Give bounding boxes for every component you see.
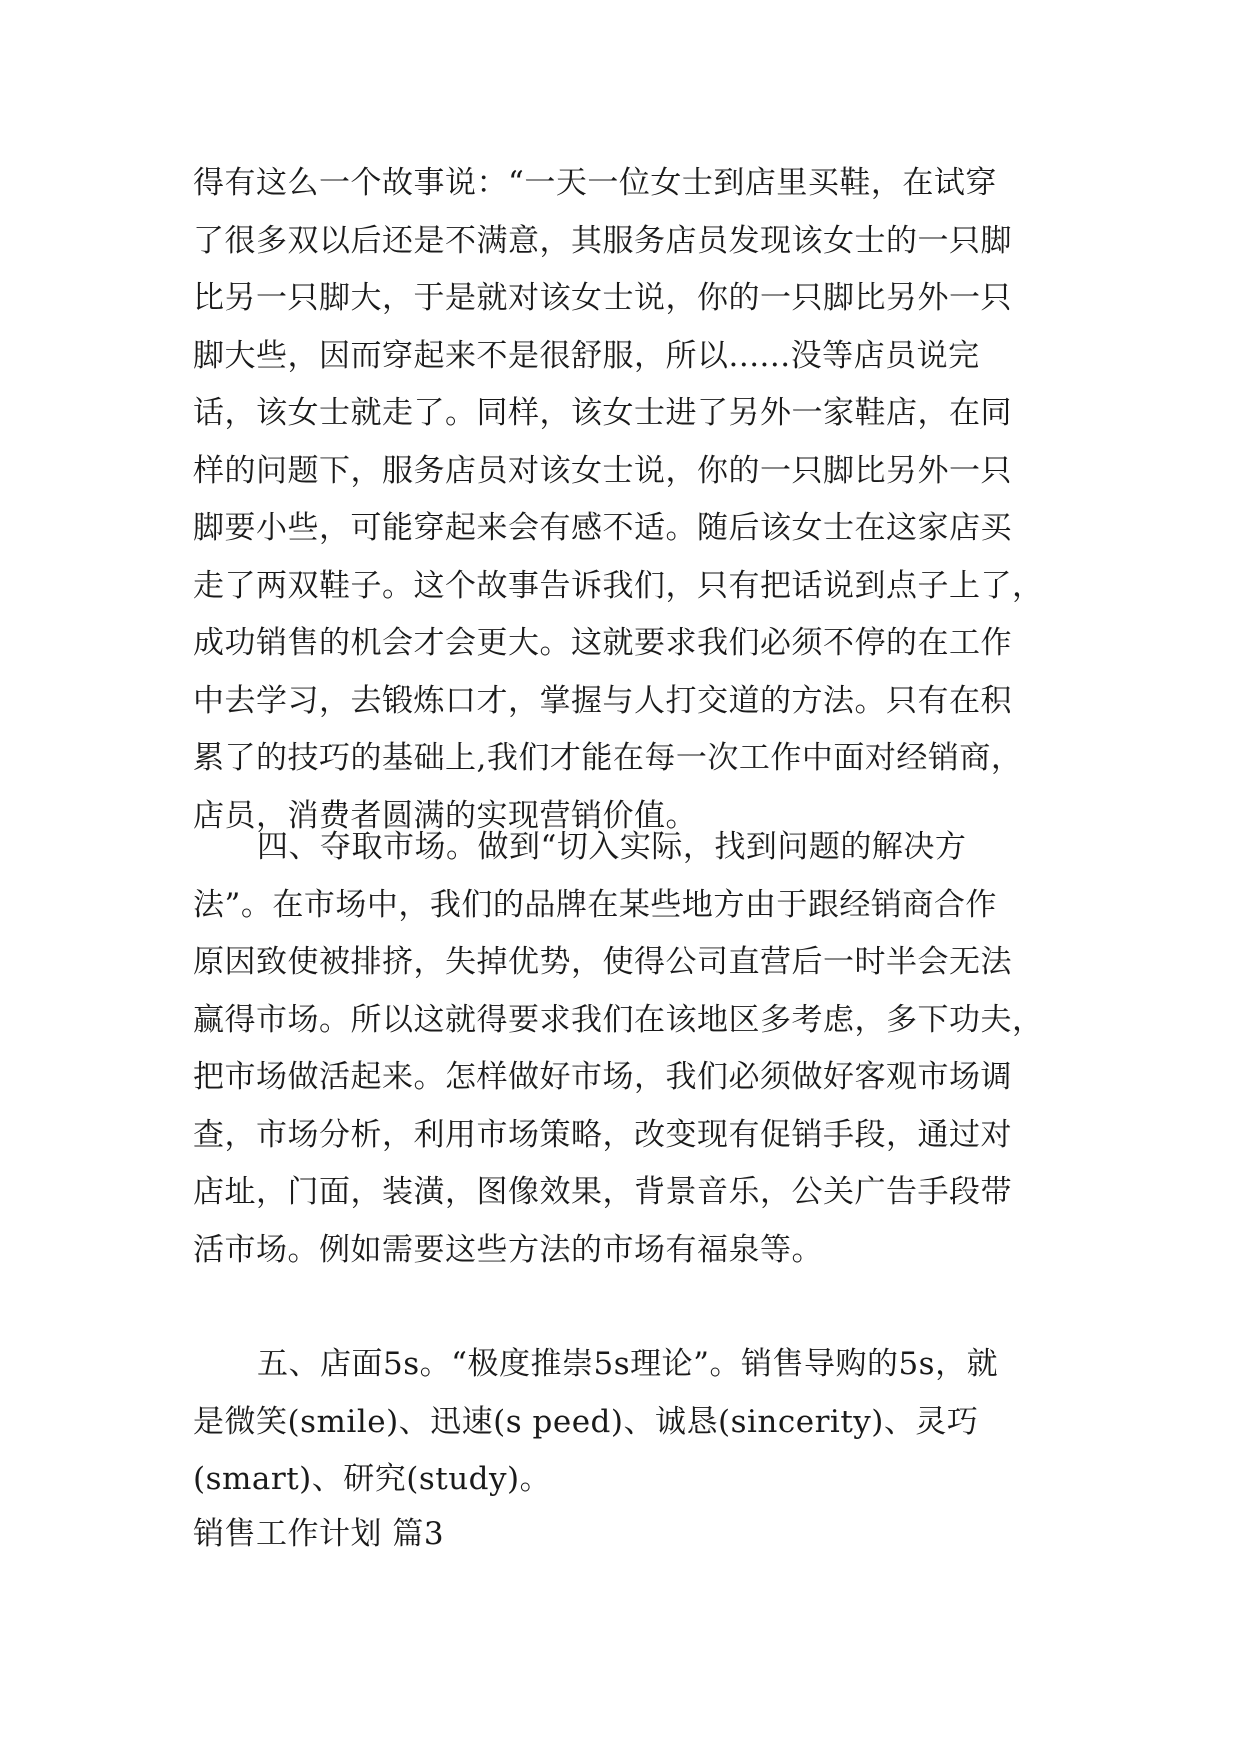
text-line: 走了两双鞋子。这个故事告诉我们，只有把话说到点子上了，: [193, 567, 1044, 604]
text-line: 活市场。例如需要这些方法的市场有福泉等。: [193, 1231, 823, 1268]
text-line: 四、夺取市场。做到“切入实际，找到问题的解决方: [257, 829, 967, 865]
text-line: 话，该女士就走了。同样，该女士进了另外一家鞋店，在同: [193, 395, 1012, 431]
text-line: 比另一只脚大，于是就对该女士说，你的一只脚比另外一只: [193, 280, 1012, 316]
text-line: 五、店面5s。“极度推崇5s理论”。销售导购的5s，就: [257, 1346, 999, 1382]
text-line: 累了的技巧的基础上,我们才能在每一次工作中面对经销商，: [193, 740, 1023, 776]
text-line: 是微笑(smile)、迅速(s peed)、诚恳(sincerity)、灵巧: [193, 1403, 979, 1440]
text-line: 脚大些，因而穿起来不是很舒服，所以......没等店员说完: [193, 337, 980, 374]
text-line: (smart)、研究(study)。: [193, 1461, 552, 1497]
text-line: 把市场做活起来。怎样做好市场，我们必须做好客观市场调: [193, 1059, 1012, 1095]
text-line: 了很多双以后还是不满意，其服务店员发现该女士的一只脚: [193, 222, 1012, 259]
text-line: 成功销售的机会才会更大。这就要求我们必须不停的在工作: [193, 625, 1012, 661]
text-line: 得有这么一个故事说：“一天一位女士到店里买鞋，在试穿: [193, 165, 997, 201]
text-line: 查，市场分析，利用市场策略，改变现有促销手段，通过对: [193, 1116, 1012, 1153]
text-line: 中去学习，去锻炼口才，掌握与人打交道的方法。只有在积: [193, 682, 1012, 719]
paragraph-shoe-story: [193, 155, 1053, 845]
section-heading: 销售工作计划 篇3: [193, 1516, 445, 1552]
text-line: 法”。在市场中，我们的品牌在某些地方由于跟经销商合作: [193, 886, 997, 923]
text-line: 脚要小些，可能穿起来会有感不适。随后该女士在这家店买: [193, 510, 1012, 546]
text-line: 店址，门面，装潢，图像效果，背景音乐，公关广告手段带: [193, 1174, 1012, 1210]
paragraph-market: [193, 819, 1053, 1279]
text-line: 原因致使被排挤，失掉优势，使得公司直营后一时半会无法: [193, 944, 1012, 980]
text-line: 样的问题下，服务店员对该女士说，你的一只脚比另外一只: [193, 452, 1012, 489]
paragraph-5s: [193, 1336, 1053, 1509]
text-line: 店员，消费者圆满的实现营销价值。: [193, 797, 697, 834]
text-line: 赢得市场。所以这就得要求我们在该地区多考虑，多下功夫，: [193, 1001, 1044, 1038]
